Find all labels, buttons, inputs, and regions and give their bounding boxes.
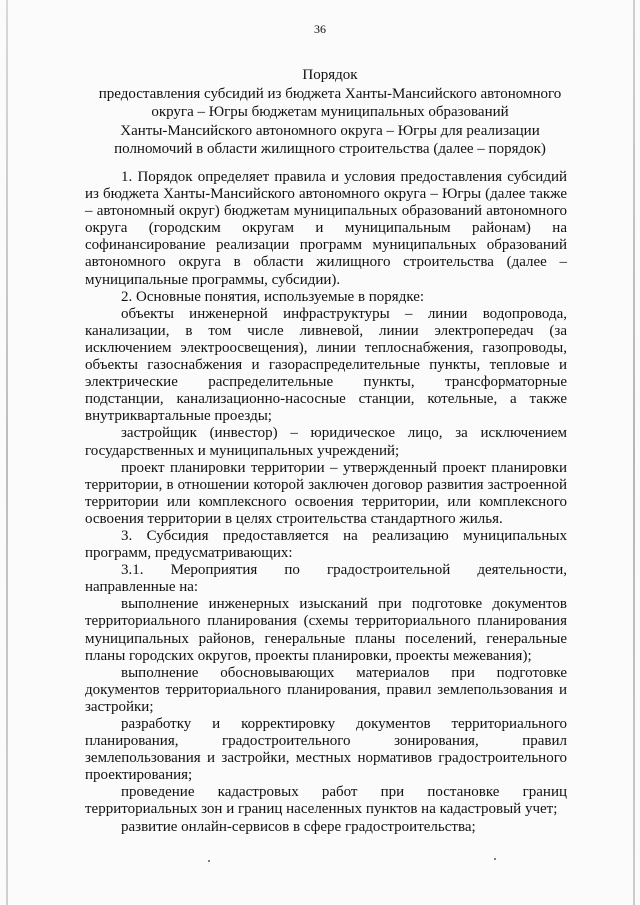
paragraph: 3. Субсидия предоставляется на реализацию муниципальных программ, предусматривающих:	[85, 527, 567, 562]
document-body	[85, 169, 567, 836]
scan-speck	[494, 858, 496, 860]
scan-speck	[208, 860, 210, 862]
paragraph: выполнение обосновывающих материалов при подготовке документов территориального планирования, правил землепользования и застройки;	[85, 664, 567, 715]
paragraph: 3.1. Мероприятия по градостроительной деятельности, направленные на:	[85, 562, 567, 596]
title-line: Порядок	[302, 67, 358, 83]
page-number: 36	[314, 22, 326, 36]
paragraph: проект планировки территории – утвержденный проект планировки территории, в отношении которой заключен договор развития застроенной территории или комплексного освоения территории, или комплексного освоения территории в целях строительства стандартного жилья.	[85, 459, 567, 527]
paragraph: объекты инженерной инфраструктуры – линии водопровода, канализации, в том числе ливневой, линии электропередач (за исключением электроосвещения), линии теплоснабжения, газопроводы, объекты газоснабжения и газораспределительные пункты, тепловые и электрические распределительные пункты, трансформаторные подстанции, канализационно-насосные станции, котельные, а также внутриквартальные проезды;	[85, 305, 567, 425]
scan-edge-left	[6, 0, 8, 905]
title-line: предоставления субсидий из бюджета Ханты-Мансийского автономного	[98, 85, 562, 102]
paragraph: проведение кадастровых работ при постановке границ территориальных зон и границ населенных пунктов на кадастровый учет;	[85, 784, 567, 818]
title-line: Ханты-Мансийского автономного округа – Югры для реализации	[120, 122, 540, 139]
paragraph: 2. Основные понятия, используемые в порядке:	[121, 288, 425, 305]
paragraph: разработку и корректировку документов территориального планирования, градостроительного зонирования, правил землепользования и застройки, местных нормативов градостроительного проектирования;	[85, 716, 567, 784]
document-title	[70, 66, 590, 159]
paragraph: выполнение инженерных изысканий при подготовке документов территориального планирования (схемы территориального планирования муниципальных районов, генеральные планы поселений, генеральные планы городских округов, проекты планировки, проекты межевания);	[85, 596, 567, 664]
paragraph: 1. Порядок определяет правила и условия предоставления субсидий из бюджета Ханты-Мансийского автономного округа – Югры (далее также – автономный округ) бюджетам муниципальных образований автономного округа (городским округам и муниципальным районам) на софинансирование реализации программ муниципальных образований автономного округа в области жилищного строительства (далее – муниципальные программы, субсидии).	[85, 169, 567, 288]
paragraph: застройщик (инвестор) – юридическое лицо, за исключением государственных и муниципальных учреждений;	[85, 425, 567, 459]
title-line: полномочий в области жилищного строительства (далее – порядок)	[114, 141, 546, 157]
title-line: округа – Югры бюджетам муниципальных образований	[151, 104, 509, 120]
scan-edge-right	[633, 0, 635, 905]
paragraph: развитие онлайн-сервисов в сфере градостроительства;	[121, 818, 476, 835]
